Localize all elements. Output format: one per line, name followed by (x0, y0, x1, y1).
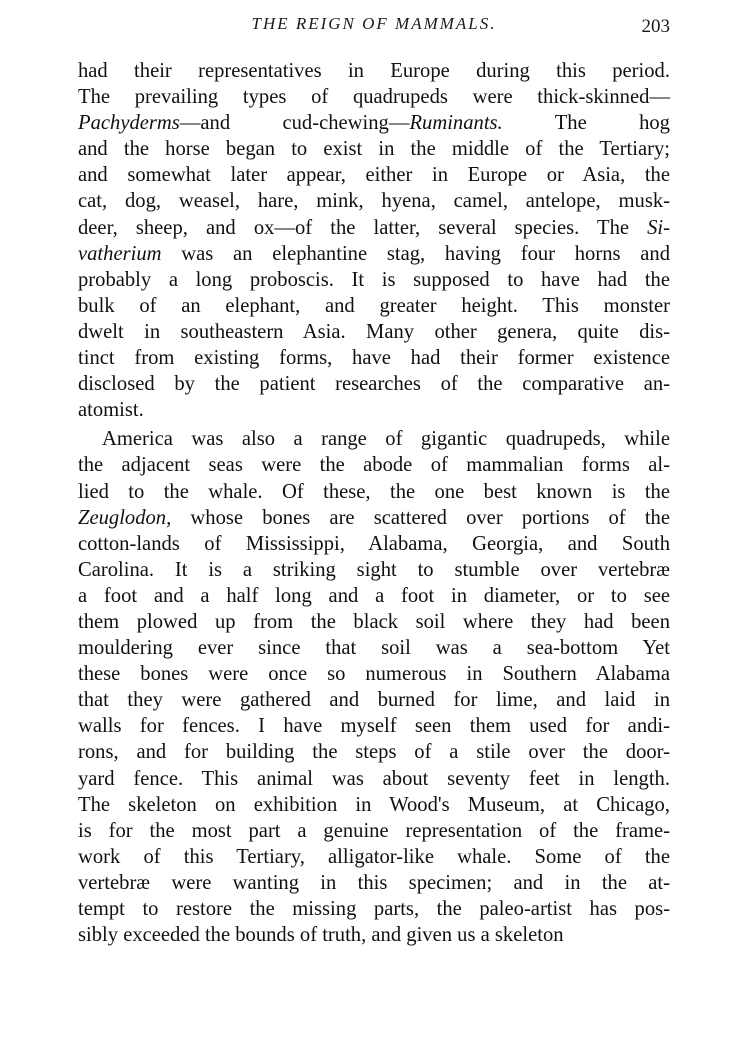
text-line (78, 896, 670, 922)
text-line (78, 687, 670, 713)
text-run: and the horse began to exist in the middle of the Tertiary; (78, 138, 670, 161)
text-run: the adjacent seas were the abode of mammalian forms al- (78, 454, 670, 477)
text-run: had their representatives in Europe during this period. (78, 60, 670, 82)
italic-term: Pachyderms (78, 112, 180, 135)
text-line (78, 479, 670, 505)
text-line (78, 557, 670, 583)
text-line (78, 583, 670, 609)
text-line (78, 844, 670, 870)
text-line (78, 267, 670, 293)
italic-term: Si- (647, 216, 670, 239)
text-line (78, 215, 670, 241)
text-run: these bones were once so numerous in Southern Alabama (78, 663, 670, 686)
text-line (78, 293, 670, 319)
italic-term: vatherium (78, 242, 162, 265)
text-run: deer, sheep, and ox—of the latter, several species. The (78, 216, 648, 239)
text-run: vertebræ were wanting in this specimen; and in the at- (78, 871, 670, 894)
text-run: tinct from existing forms, have had their former existence (78, 347, 670, 370)
italic-term: Zeuglodon, (78, 506, 172, 529)
text-run: cat, dog, weasel, hare, mink, hyena, camel, antelope, musk- (78, 190, 670, 213)
text-line (78, 319, 670, 345)
text-run: Carolina. It is a striking sight to stumble over vertebræ (78, 558, 670, 581)
text-line (78, 818, 670, 844)
text-line (78, 426, 670, 452)
paragraph (78, 58, 670, 423)
text-line (78, 739, 670, 765)
text-line (78, 713, 670, 739)
text-line (78, 84, 670, 110)
text-line (78, 241, 670, 267)
text-run: disclosed by the patient researches of the comparative an- (78, 373, 670, 396)
text-run: atomist. (78, 399, 144, 422)
text-run: dwelt in southeastern Asia. Many other genera, quite dis- (78, 320, 670, 343)
text-run: cotton-lands of Mississippi, Alabama, Georgia, and South (78, 532, 670, 555)
text-line (78, 505, 670, 531)
text-line (78, 371, 670, 397)
text-run: The prevailing types of quadrupeds were thick-skinned— (78, 86, 670, 109)
paragraph (78, 426, 670, 948)
text-run: them plowed up from the black soil where they had been (78, 610, 670, 633)
text-line (78, 609, 670, 635)
text-line (78, 110, 670, 136)
text-run: walls for fences. I have myself seen them used for andi- (78, 715, 670, 738)
italic-term: Ruminants. (409, 112, 503, 135)
text-line (78, 635, 670, 661)
text-run: work of this Tertiary, alligator-like whale. Some of the (78, 845, 670, 868)
text-run: rons, and for building the steps of a stile over the door- (78, 741, 670, 764)
running-title: THE REIGN OF MAMMALS. (251, 14, 497, 33)
text-line (78, 531, 670, 557)
text-run: was an elephantine stag, having four horns and (161, 242, 670, 265)
text-run: America was also a range of gigantic quadrupeds, while (102, 428, 670, 451)
text-run: bulk of an elephant, and greater height. This monster (78, 294, 670, 317)
text-line (78, 452, 670, 478)
text-run: that they were gathered and burned for lime, and laid in (78, 689, 670, 712)
text-run: lied to the whale. Of these, the one best known is the (78, 480, 670, 503)
text-line (78, 136, 670, 162)
page-number: 203 (641, 16, 670, 37)
text-run: probably a long proboscis. It is supposed to have had the (78, 268, 670, 291)
text-line (78, 162, 670, 188)
text-run: and somewhat later appear, either in Europe or Asia, the (78, 164, 670, 187)
text-line (78, 345, 670, 371)
running-head (78, 14, 670, 44)
text-line (78, 188, 670, 214)
text-line (78, 397, 670, 423)
text-run: The hog (502, 112, 670, 135)
text-run: The skeleton on exhibition in Wood's Museum, at Chicago, (78, 793, 670, 816)
text-line (78, 661, 670, 687)
text-run: is for the most part a genuine representation of the frame- (78, 819, 670, 842)
text-run: yard fence. This animal was about seventy feet in length. (78, 767, 670, 790)
text-run: mouldering ever since that soil was a sea-bottom Yet (78, 637, 670, 660)
text-line (78, 792, 670, 818)
text-line (78, 870, 670, 896)
text-line (78, 58, 670, 84)
text-run: sibly exceeded the bounds of truth, and given us a skeleton (78, 924, 564, 947)
body-text (78, 58, 670, 948)
text-run: —and cud-chewing— (179, 112, 410, 135)
text-run: a foot and a half long and a foot in diameter, or to see (78, 584, 670, 607)
text-run: tempt to restore the missing parts, the paleo-artist has pos- (78, 898, 670, 920)
text-line (78, 766, 670, 792)
text-line (78, 922, 670, 948)
text-run: whose bones are scattered over portions of the (171, 506, 670, 529)
